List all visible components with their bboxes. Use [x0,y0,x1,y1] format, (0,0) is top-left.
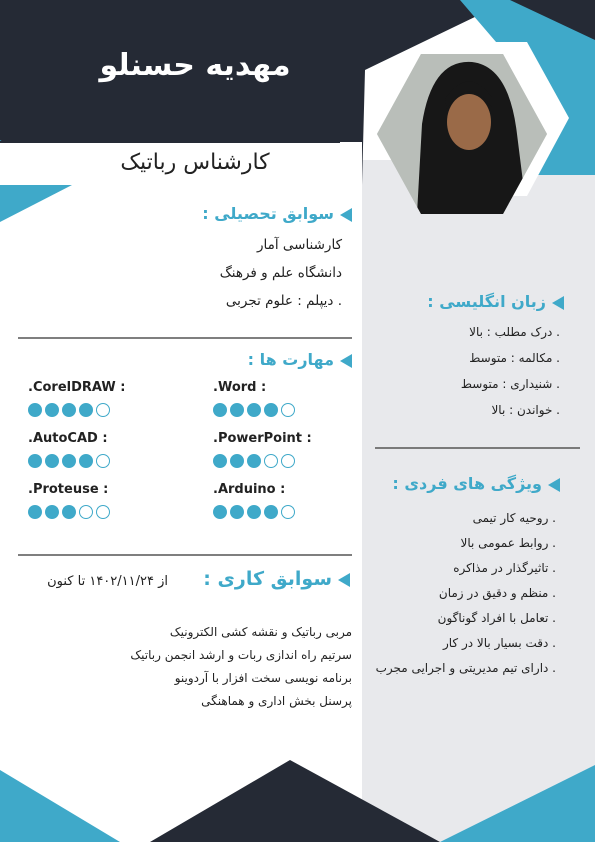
rating-dot-filled [62,454,76,468]
trait-item: . تاثیرگذار در مذاکره [453,561,556,575]
skill-rating [213,505,295,519]
rating-dot-empty [281,454,295,468]
work-list [30,625,352,708]
rating-dot-filled [247,454,261,468]
education-item: دانشگاه علم و فرهنگ [219,265,342,281]
triangle-marker-icon [340,208,352,222]
rating-dot-filled [247,505,261,519]
education-section [30,204,352,309]
skill-rating [28,403,125,417]
rating-dot-filled [230,454,244,468]
work-item: برنامه نویسی سخت افزار با آردوینو [174,671,352,685]
english-item: . درک مطلب : بالا [469,325,560,339]
education-item: کارشناسی آمار [256,237,342,253]
rating-dot-filled [28,454,42,468]
work-item: پرسنل بخش اداری و هماهنگی [201,694,352,708]
rating-dot-filled [230,505,244,519]
english-section [372,292,564,417]
skill-arduino: .Arduino : [213,482,295,519]
skill-rating [213,454,312,468]
work-period: از ۱۴۰۲/۱۱/۲۴ تا کنون [47,574,168,589]
skill-coreldraw: .CorelDRAW : [28,380,125,417]
rating-dot-filled [213,454,227,468]
trait-item: . روحیه کار تیمی [472,511,556,525]
english-item: . مکالمه : متوسط [469,351,560,365]
education-heading: سوابق تحصیلی : [30,204,352,223]
rating-dot-filled [45,454,59,468]
rating-dot-filled [213,505,227,519]
skill-proteuse: .Proteuse : [28,482,110,519]
work-item: مربی رباتیک و نقشه کشی الکترونیک [169,625,352,639]
education-item: . دیپلم : علوم تجربی [225,293,342,309]
rating-dot-filled [247,403,261,417]
job-title: کارشناس رباتیک [120,150,270,175]
english-item: . شنیداری : متوسط [460,377,560,391]
work-item: سرتیم راه اندازی ربات و ارشد انجمن رباتیک [130,648,352,662]
traits-heading: ویژگی های فردی : [368,474,560,493]
english-item: . خواندن : بالا [491,403,560,417]
rating-dot-empty [264,454,278,468]
trait-item: . دقت بسیار بالا در کار [442,636,556,650]
rating-dot-empty [281,403,295,417]
triangle-marker-icon [340,354,352,368]
triangle-marker-icon [552,296,564,310]
rating-dot-filled [79,454,93,468]
rating-dot-empty [96,403,110,417]
rating-dot-filled [264,505,278,519]
skill-powerpoint: .PowerPoint : [213,431,312,468]
rating-dot-filled [28,403,42,417]
rating-dot-filled [79,403,93,417]
rating-dot-empty [79,505,93,519]
trait-item: . تعامل با افراد گوناگون [437,611,556,625]
rating-dot-empty [96,454,110,468]
triangle-marker-icon [338,573,350,587]
work-heading: سوابق کاری : [200,568,350,590]
skill-rating [213,403,295,417]
skills-heading: مهارت ها : [30,350,352,369]
skill-word: .Word : [213,380,295,417]
trait-item: . دارای تیم مدیریتی و اجرایی مجرب [375,661,556,675]
person-name: مهدیه حسنلو [99,48,291,83]
skill-autocad: .AutoCAD : [28,431,110,468]
triangle-marker-icon [548,478,560,492]
rating-dot-empty [281,505,295,519]
rating-dot-filled [213,403,227,417]
skill-rating [28,454,110,468]
rating-dot-filled [230,403,244,417]
skill-rating [28,505,110,519]
rating-dot-filled [28,505,42,519]
rating-dot-filled [264,403,278,417]
english-heading: زبان انگلیسی : [372,292,564,311]
rating-dot-filled [62,505,76,519]
rating-dot-empty [96,505,110,519]
rating-dot-filled [62,403,76,417]
traits-section [368,474,560,675]
trait-item: . منظم و دقیق در زمان [438,586,556,600]
trait-item: . روابط عمومی بالا [460,536,556,550]
profile-photo [377,54,547,214]
rating-dot-filled [45,505,59,519]
rating-dot-filled [45,403,59,417]
